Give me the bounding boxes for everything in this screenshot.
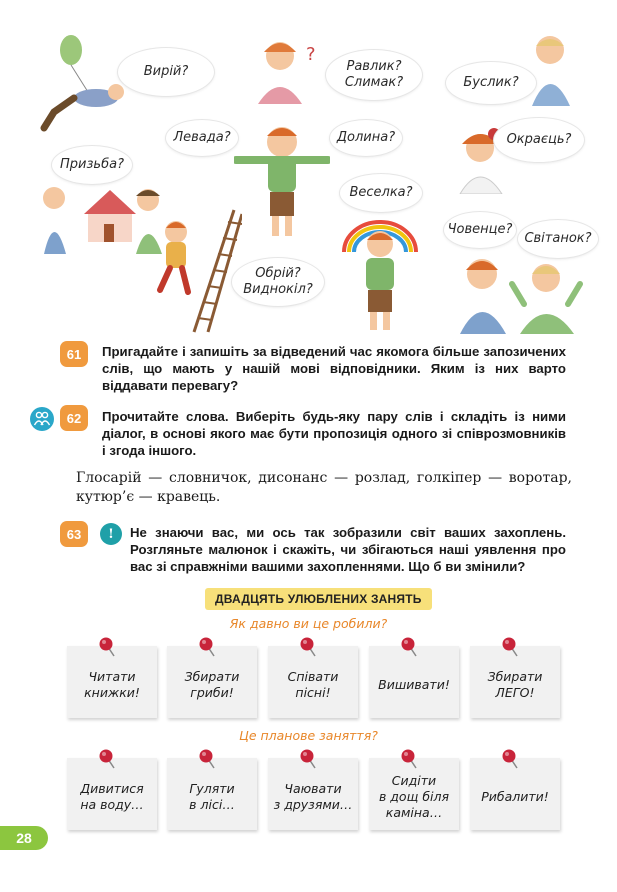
pushpin-icon [399,636,421,658]
bubble-obriy: Обрій? Виднокіл? [232,258,324,306]
exercise-62-text: Прочитайте слова. Виберіть будь-яку пару слів і складіть із ними діалог, в основі якого має бути пропозиція одного зі співрозмовників і згода іншого. [102,409,566,458]
activity-card: Читати книжки! [67,646,157,718]
pair-work-icon [30,407,54,431]
pushpin-icon [197,636,219,658]
exercise-number-badge: 62 [60,405,88,431]
bubble-chovenets: Човенце? [444,212,516,248]
bubble-dolyna: Долина? [330,120,402,156]
svg-text:?: ? [306,44,316,65]
flying-boy-illustration [36,32,126,132]
pushpin-icon [399,748,421,770]
pushpin-icon [298,636,320,658]
pushpin-icon [500,748,522,770]
girl-thinking-illustration [252,36,322,106]
bubble-svitanok: Світанок? [518,220,598,258]
two-boys-illustration [458,254,584,334]
pushpin-icon [298,748,320,770]
info-icon: ! [100,523,122,545]
activity-card: Збирати гриби! [167,646,257,718]
pushpin-icon [97,748,119,770]
pushpin-icon [97,636,119,658]
blonde-boy-illustration [526,32,576,107]
exercise-61-text: Пригадайте і запишіть за відведений час якомога більше запозичених слів, що мають у нашій мові відповідники. Яким із них варто віддавати перевагу? [102,344,566,393]
exercise-number-badge: 63 [60,521,88,547]
illustration-area [0,0,617,338]
bubble-buslyk: Буслик? [446,62,536,104]
pushpin-icon [500,636,522,658]
page-number: 28 [0,826,48,850]
activity-card: Дивитися на воду… [67,758,157,830]
activity-card: Вишивати! [369,646,459,718]
activity-card: Чаювати з друзями… [268,758,358,830]
glossary-text: Глосарій — словничок, дисонанс — розлад, голкіпер — воротар, кутюр’є — кравець. [76,470,572,505]
activity-card: Співати пісні! [268,646,358,718]
exercise-number-badge: 61 [60,341,88,367]
bubble-pryzba: Призьба? [52,146,132,184]
exercise-63-text: Не знаючи вас, ми ось так зобразили світ ваших захоплень. Розгляньте малюнок і скажіть, чи збігаються наші уявлення про вас зі справжніми вашими захопленнями. Що б ви змінили? [130,525,566,574]
pushpin-icon [197,748,219,770]
question-how-long-ago: Як давно ви це робили? [229,616,388,631]
activity-card: Рибалити! [470,758,560,830]
activity-card: Збирати ЛЕГО! [470,646,560,718]
board-title: ДВАДЦЯТЬ УЛЮБЛЕНИХ ЗАНЯТЬ [205,588,432,610]
bubble-veselka: Веселка? [340,174,422,212]
activity-card: Сидіти в дощ біля каміна… [369,758,459,830]
boy-with-rainbow-illustration [340,216,420,334]
boy-arms-spread-illustration [234,122,330,240]
bubble-levada: Левада? [166,120,238,156]
question-planned-activity: Це планове заняття? [239,728,378,743]
bubble-ravlyk: Равлик? Слимак? [326,50,422,100]
bubble-viriy: Вирій? [118,48,214,96]
bubble-okrayets: Окраєць? [494,118,584,162]
activity-card: Гуляти в лісі… [167,758,257,830]
boy-on-ladder-illustration [150,208,242,334]
